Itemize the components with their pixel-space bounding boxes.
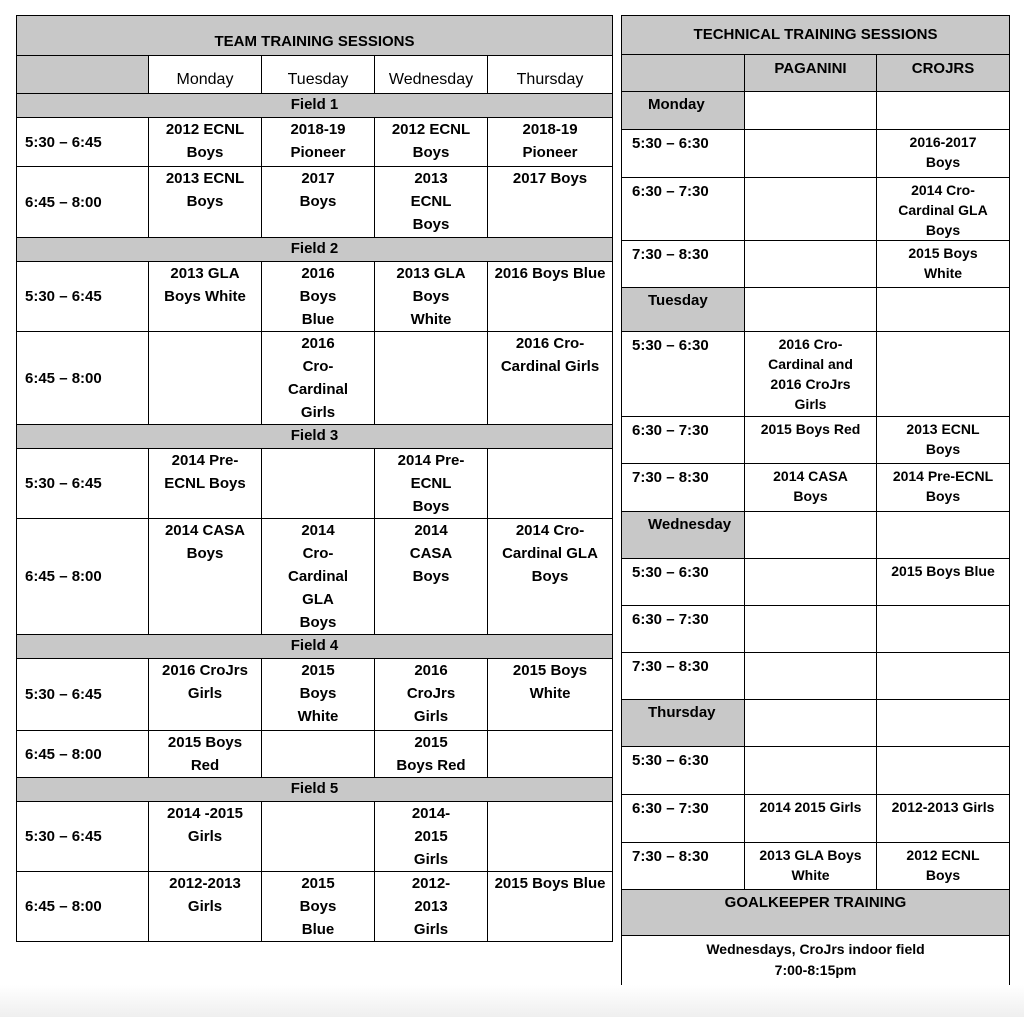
tech-session-row	[622, 795, 1010, 843]
session-time: 5:30 – 6:45	[17, 449, 149, 519]
paganini-assignment-cell: 2014 CASA Boys	[745, 464, 877, 512]
session-row	[17, 659, 613, 731]
technical-training-title: TECHNICAL TRAINING SESSIONS	[622, 16, 1010, 55]
team-assignment-cell: 2014 Cro- Cardinal GLA Boys	[488, 519, 613, 635]
team-assignment-cell: 2015 Boys Red	[149, 731, 262, 778]
team-assignment-cell: 2013 ECNL Boys	[375, 167, 488, 238]
tech-session-time: 7:30 – 8:30	[622, 653, 745, 700]
team-assignment-cell: 2016 Boys Blue	[488, 262, 613, 332]
team-assignment-cell: 2018-19 Pioneer	[262, 118, 375, 167]
field-label: Field 1	[17, 94, 613, 118]
technical-training-table	[621, 15, 1010, 999]
paganini-assignment-cell	[745, 747, 877, 795]
team-assignment-cell: 2016 Cro- Cardinal Girls	[262, 332, 375, 425]
tech-session-time: 6:30 – 7:30	[622, 417, 745, 464]
tech-day-label: Wednesday	[622, 512, 745, 559]
crojrs-assignment-cell	[877, 606, 1010, 653]
tech-session-time: 6:30 – 7:30	[622, 178, 745, 241]
tech-title-row	[622, 16, 1010, 55]
team-assignment-cell: 2016 CroJrs Girls	[149, 659, 262, 731]
tech-session-row	[622, 559, 1010, 606]
tech-session-row	[622, 417, 1010, 464]
field-header-row	[17, 778, 613, 802]
tech-empty-cell	[745, 92, 877, 130]
team-assignment-cell	[488, 731, 613, 778]
column-header-paganini: PAGANINI	[745, 55, 877, 92]
day-header-tuesday: Tuesday	[262, 56, 375, 94]
team-assignment-cell	[262, 802, 375, 872]
team-assignment-cell: 2014 -2015 Girls	[149, 802, 262, 872]
tech-session-row	[622, 241, 1010, 288]
tech-session-time: 6:30 – 7:30	[622, 795, 745, 843]
team-assignment-cell: 2015 Boys White	[262, 659, 375, 731]
team-assignment-cell: 2014 Pre- ECNL Boys	[149, 449, 262, 519]
team-assignment-cell: 2015 Boys White	[488, 659, 613, 731]
team-assignment-cell: 2015 Boys Blue	[262, 872, 375, 942]
tech-session-time: 5:30 – 6:30	[622, 559, 745, 606]
team-assignment-cell: 2014 CASA Boys	[375, 519, 488, 635]
page-bottom-shadow	[0, 985, 1024, 1017]
team-assignment-cell: 2015 Boys Red	[375, 731, 488, 778]
paganini-assignment-cell: 2014 2015 Girls	[745, 795, 877, 843]
session-row	[17, 731, 613, 778]
team-assignment-cell: 2018-19 Pioneer	[488, 118, 613, 167]
goalkeeper-title-row	[622, 890, 1010, 936]
tech-day-row	[622, 92, 1010, 130]
tech-day-row	[622, 288, 1010, 332]
team-assignment-cell	[262, 731, 375, 778]
tech-session-time: 7:30 – 8:30	[622, 464, 745, 512]
team-assignment-cell: 2012- 2013 Girls	[375, 872, 488, 942]
tech-session-time: 5:30 – 6:30	[622, 747, 745, 795]
crojrs-assignment-cell: 2016-2017 Boys	[877, 130, 1010, 178]
tech-empty-cell	[877, 92, 1010, 130]
session-row	[17, 802, 613, 872]
tech-column-header-row	[622, 55, 1010, 92]
crojrs-assignment-cell: 2015 Boys White	[877, 241, 1010, 288]
tech-session-time: 5:30 – 6:30	[622, 130, 745, 178]
team-assignment-cell: 2013 ECNL Boys	[149, 167, 262, 238]
session-time: 6:45 – 8:00	[17, 332, 149, 425]
tech-session-row	[622, 464, 1010, 512]
field-header-row	[17, 425, 613, 449]
tech-session-row	[622, 653, 1010, 700]
crojrs-assignment-cell: 2014 Cro- Cardinal GLA Boys	[877, 178, 1010, 241]
goalkeeper-training-title: GOALKEEPER TRAINING	[622, 890, 1010, 936]
paganini-assignment-cell	[745, 130, 877, 178]
team-assignment-cell: 2015 Boys Blue	[488, 872, 613, 942]
team-assignment-cell: 2012 ECNL Boys	[375, 118, 488, 167]
team-assignment-cell: 2012 ECNL Boys	[149, 118, 262, 167]
tech-session-row	[622, 606, 1010, 653]
tech-empty-cell	[877, 288, 1010, 332]
team-assignment-cell: 2017 Boys	[488, 167, 613, 238]
tech-session-row	[622, 843, 1010, 890]
tech-session-time: 7:30 – 8:30	[622, 241, 745, 288]
session-time: 6:45 – 8:00	[17, 731, 149, 778]
tech-day-row	[622, 700, 1010, 747]
tech-session-time: 6:30 – 7:30	[622, 606, 745, 653]
tech-day-row	[622, 512, 1010, 559]
crojrs-assignment-cell: 2014 Pre-ECNL Boys	[877, 464, 1010, 512]
tech-session-time: 5:30 – 6:30	[622, 332, 745, 417]
day-header-monday: Monday	[149, 56, 262, 94]
crojrs-assignment-cell	[877, 653, 1010, 700]
paganini-assignment-cell	[745, 559, 877, 606]
session-row	[17, 118, 613, 167]
crojrs-assignment-cell	[877, 747, 1010, 795]
tech-empty-cell	[745, 288, 877, 332]
tech-empty-cell	[877, 512, 1010, 559]
session-row	[17, 449, 613, 519]
team-training-table	[16, 15, 613, 942]
crojrs-assignment-cell: 2015 Boys Blue	[877, 559, 1010, 606]
session-row	[17, 262, 613, 332]
session-row	[17, 167, 613, 238]
team-assignment-cell	[375, 332, 488, 425]
field-header-row	[17, 635, 613, 659]
session-row	[17, 332, 613, 425]
crojrs-assignment-cell: 2012 ECNL Boys	[877, 843, 1010, 890]
day-header-wednesday: Wednesday	[375, 56, 488, 94]
session-time: 5:30 – 6:45	[17, 262, 149, 332]
field-header-row	[17, 238, 613, 262]
team-assignment-cell	[149, 332, 262, 425]
crojrs-assignment-cell: 2013 ECNL Boys	[877, 417, 1010, 464]
goalkeeper-training-info: Wednesdays, CroJrs indoor field 7:00-8:15pm	[622, 936, 1010, 999]
corner-cell	[622, 55, 745, 92]
session-time: 5:30 – 6:45	[17, 118, 149, 167]
team-assignment-cell: 2014 Cro- Cardinal GLA Boys	[262, 519, 375, 635]
field-label: Field 3	[17, 425, 613, 449]
tech-day-label: Tuesday	[622, 288, 745, 332]
paganini-assignment-cell: 2015 Boys Red	[745, 417, 877, 464]
tech-session-row	[622, 332, 1010, 417]
team-assignment-cell: 2016 Cro- Cardinal Girls	[488, 332, 613, 425]
day-header-thursday: Thursday	[488, 56, 613, 94]
session-time: 5:30 – 6:45	[17, 802, 149, 872]
session-time: 6:45 – 8:00	[17, 519, 149, 635]
team-assignment-cell: 2014 CASA Boys	[149, 519, 262, 635]
tech-session-row	[622, 747, 1010, 795]
paganini-assignment-cell	[745, 653, 877, 700]
team-assignment-cell	[262, 449, 375, 519]
tech-session-time: 7:30 – 8:30	[622, 843, 745, 890]
team-assignment-cell: 2017 Boys	[262, 167, 375, 238]
team-title-row	[17, 16, 613, 56]
tech-session-row	[622, 130, 1010, 178]
technical-training-body	[622, 16, 1010, 999]
tech-empty-cell	[745, 700, 877, 747]
session-row	[17, 872, 613, 942]
field-header-row	[17, 94, 613, 118]
tech-empty-cell	[745, 512, 877, 559]
team-assignment-cell: 2012-2013 Girls	[149, 872, 262, 942]
team-assignment-cell	[488, 449, 613, 519]
field-label: Field 2	[17, 238, 613, 262]
team-assignment-cell: 2016 CroJrs Girls	[375, 659, 488, 731]
field-label: Field 5	[17, 778, 613, 802]
paganini-assignment-cell: 2016 Cro- Cardinal and 2016 CroJrs Girls	[745, 332, 877, 417]
paganini-assignment-cell	[745, 241, 877, 288]
paganini-assignment-cell	[745, 606, 877, 653]
team-assignment-cell: 2014 Pre- ECNL Boys	[375, 449, 488, 519]
column-header-crojrs: CROJRS	[877, 55, 1010, 92]
session-time: 5:30 – 6:45	[17, 659, 149, 731]
paganini-assignment-cell: 2013 GLA Boys White	[745, 843, 877, 890]
crojrs-assignment-cell	[877, 332, 1010, 417]
session-time: 6:45 – 8:00	[17, 167, 149, 238]
team-assignment-cell	[488, 802, 613, 872]
team-training-title: TEAM TRAINING SESSIONS	[17, 16, 613, 56]
team-training-body	[17, 16, 613, 942]
team-assignment-cell: 2016 Boys Blue	[262, 262, 375, 332]
tech-empty-cell	[877, 700, 1010, 747]
team-assignment-cell: 2013 GLA Boys White	[149, 262, 262, 332]
tech-day-label: Thursday	[622, 700, 745, 747]
team-assignment-cell: 2013 GLA Boys White	[375, 262, 488, 332]
session-row	[17, 519, 613, 635]
session-time: 6:45 – 8:00	[17, 872, 149, 942]
paganini-assignment-cell	[745, 178, 877, 241]
tech-day-label: Monday	[622, 92, 745, 130]
team-assignment-cell: 2014- 2015 Girls	[375, 802, 488, 872]
field-label: Field 4	[17, 635, 613, 659]
team-day-header-row	[17, 56, 613, 94]
tech-session-row	[622, 178, 1010, 241]
crojrs-assignment-cell: 2012-2013 Girls	[877, 795, 1010, 843]
corner-cell	[17, 56, 149, 94]
